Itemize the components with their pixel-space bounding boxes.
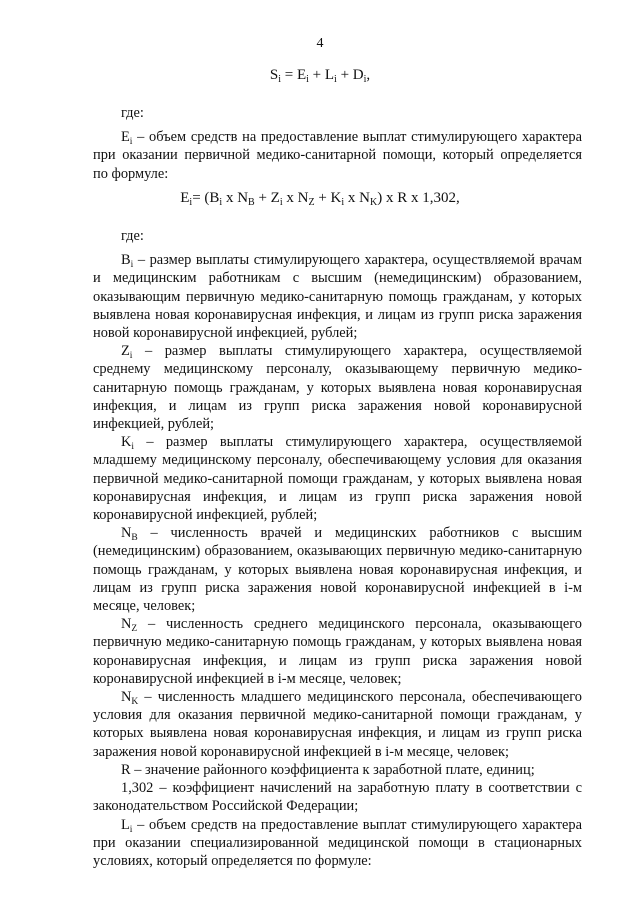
text-block-1 bbox=[93, 104, 582, 183]
definition-b-symbol bbox=[121, 252, 134, 271]
definition-b-sub: i bbox=[130, 260, 134, 271]
definition-nz-sub: Z bbox=[131, 624, 138, 635]
definition-nb bbox=[93, 524, 582, 615]
definition-b-letter: B bbox=[121, 252, 131, 269]
definition-l-symbol bbox=[121, 817, 132, 833]
definition-k-letter: K bbox=[121, 434, 132, 451]
formula-e-part-6: x N bbox=[344, 190, 370, 206]
definition-nb-symbol bbox=[121, 525, 138, 544]
definition-nk-text: – численность младшего медицинского персонала, обеспечивающего условия для оказания первичной медико-санитарной помощи гражданам, у которых выявлена новая коронавирусная инфекция, и лицам из групп риска заражения новой коронавирусной инфекцией в i-м месяце, человек; bbox=[93, 689, 582, 760]
definition-e-letter: E bbox=[121, 129, 130, 146]
definition-nz-symbol bbox=[121, 616, 138, 635]
definition-e bbox=[93, 128, 582, 183]
definition-z-sub: i bbox=[129, 351, 133, 362]
definition-nk-sub: K bbox=[131, 697, 139, 708]
definition-l-sub: i bbox=[129, 824, 133, 835]
definition-k-symbol bbox=[121, 434, 135, 453]
formula-s-eq: = bbox=[280, 67, 297, 83]
formula-s-plus-2: + bbox=[336, 67, 353, 83]
definition-z bbox=[93, 342, 582, 433]
definition-k-text: – размер выплаты стимулирующего характера, осуществляемой младшему медицинскому персоналу, обеспечивающему условия для оказания первичной медико-санитарной помощи гражданам, у которых выявлена новая коронавирусная инфекция, и лицам из групп риска заражения новой коронавирусной инфекцией, рублей; bbox=[93, 434, 582, 524]
formula-e-part-2: x N bbox=[222, 190, 249, 206]
formula-e-part-1-sub: i bbox=[219, 197, 223, 208]
definition-r-letter: R bbox=[121, 761, 131, 778]
definition-coefficient-value: 1,302 bbox=[121, 780, 154, 797]
formula-s-lhs-sub: i bbox=[278, 74, 281, 85]
definition-k bbox=[93, 433, 582, 524]
formula-s-term-3: D bbox=[352, 67, 364, 83]
definition-r-text: – значение районного коэффициента к заработной плате, единиц; bbox=[130, 761, 535, 778]
definition-nb-letter: N bbox=[121, 525, 132, 542]
definition-l bbox=[93, 816, 582, 871]
definition-coefficient-text: – коэффициент начислений на заработную плату в соответствии с законодательством Российской Федерации; bbox=[93, 780, 582, 815]
formula-e-part-2-sub: B bbox=[248, 197, 255, 208]
formula-e-part-5-sub: i bbox=[341, 197, 345, 208]
formula-e-lhs-sub: i bbox=[189, 197, 193, 208]
definition-e-symbol bbox=[121, 129, 133, 148]
formula-s-term-2: L bbox=[324, 67, 335, 83]
definition-e-sub: i bbox=[129, 137, 133, 148]
page-number: 4 bbox=[316, 36, 324, 51]
text-block-2 bbox=[93, 227, 582, 870]
formula-s-term-2-sub: i bbox=[334, 74, 337, 85]
definition-e-text: – объем средств на предоставление выплат стимулирующего характера при оказании первичной медико-санитарной помощи, который определяется по формуле: bbox=[93, 129, 582, 182]
definition-coefficient bbox=[93, 779, 582, 815]
formula-e-part-1: = (B bbox=[192, 190, 220, 206]
formula-e-part-4: x N bbox=[282, 190, 309, 206]
definition-nz-letter: N bbox=[121, 616, 132, 633]
definition-r bbox=[93, 761, 582, 779]
formula-s-term-3-sub: i bbox=[363, 74, 367, 85]
formula-e bbox=[0, 190, 640, 207]
definition-l-letter: L bbox=[121, 816, 130, 833]
definition-z-symbol bbox=[121, 343, 133, 362]
formula-s-tail: , bbox=[366, 67, 371, 83]
definition-nb-text: – численность врачей и медицинских работников с высшим (немедицинским) образованием, оказывающих первичную медико-санитарную помощь гражданам, у которых выявлена новая коронавирусная инфекция, и лицам из групп риска заражения новой коронавирусной инфекцией в i-м месяце, человек; bbox=[93, 525, 582, 615]
formula-s bbox=[0, 67, 640, 84]
definition-nk bbox=[93, 688, 582, 761]
definition-b-text: – размер выплаты стимулирующего характера, осуществляемой врачам и медицинским работникам с высшим (немедицинским) образованием, оказывающим первичную медико-санитарную помощь гражданам, у которых выявлена новая коронавирусная инфекция, и лицам из групп риска заражения новой коронавирусной инфекцией, рублей; bbox=[93, 252, 582, 342]
definition-b bbox=[93, 251, 582, 342]
where-label-2: где: bbox=[121, 228, 144, 244]
definition-nk-symbol bbox=[121, 689, 139, 708]
formula-e-part-3-sub: i bbox=[279, 197, 283, 208]
definition-r-symbol bbox=[121, 762, 131, 778]
definition-nk-letter: N bbox=[121, 689, 132, 706]
definition-k-sub: i bbox=[131, 442, 135, 453]
formula-e-part-7: ) x R x 1,302, bbox=[377, 190, 460, 206]
definition-z-text: – размер выплаты стимулирующего характера, осуществляемой среднему медицинскому персоналу, оказывающему первичную медико-санитарную помощь гражданам, у которых выявлена новая коронавирусная инфекция, и лицам из групп риска заражения новой коронавирусной инфекцией, рублей; bbox=[93, 343, 582, 433]
formula-s-lhs: S bbox=[269, 67, 279, 83]
definition-nz bbox=[93, 615, 582, 688]
definition-coefficient-symbol bbox=[121, 780, 153, 796]
formula-e-part-4-sub: Z bbox=[308, 197, 315, 208]
formula-s-term-1: E bbox=[296, 67, 307, 83]
definition-z-letter: Z bbox=[121, 343, 130, 360]
formula-e-lhs: E bbox=[180, 190, 190, 206]
formula-e-part-3: + Z bbox=[254, 190, 280, 206]
definition-l-text: – объем средств на предоставление выплат стимулирующего характера при оказании специализированной медицинской помощи в стационарных условиях, который определяется по формуле: bbox=[93, 816, 582, 869]
formula-s-plus-1: + bbox=[308, 67, 325, 83]
definition-nz-text: – численность среднего медицинского персонала, оказывающего первичную медико-санитарную помощь гражданам, у которых выявлена новая коронавирусная инфекция, и лицам из групп риска заражения новой коронавирусной инфекцией в i-м месяце, человек; bbox=[93, 616, 582, 687]
formula-s-term-1-sub: i bbox=[306, 74, 309, 85]
formula-e-part-6-sub: K bbox=[370, 197, 378, 208]
definition-nb-sub: B bbox=[131, 533, 138, 544]
where-label-1: где: bbox=[121, 105, 144, 121]
formula-e-part-5: + K bbox=[314, 190, 342, 206]
